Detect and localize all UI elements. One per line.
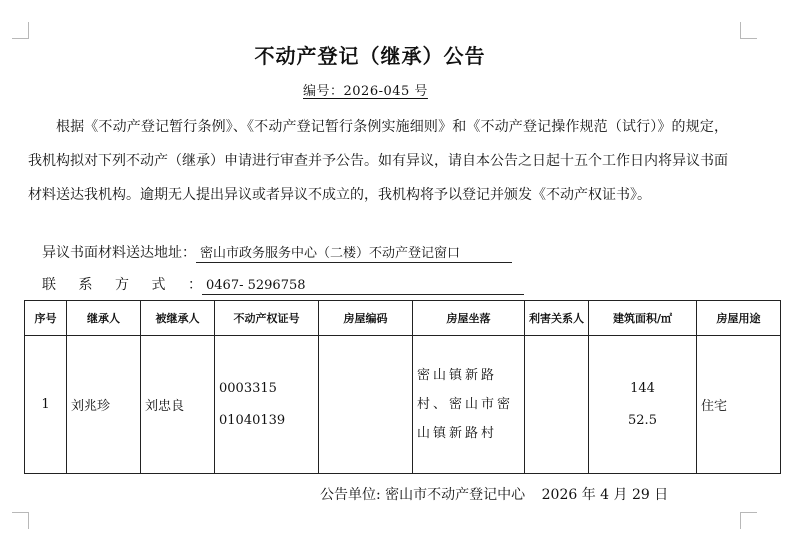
table-header-row	[25, 301, 781, 336]
cell-usage: 住宅	[697, 336, 781, 474]
address-field	[42, 242, 512, 263]
address-value: 密山市政务服务中心（二楼）不动产登记窗口	[196, 242, 512, 263]
notice-body-paragraph: 根据《不动产登记暂行条例》、《不动产登记暂行条例实施细则》和《不动产登记操作规范（试行）》的规定，我机构拟对下列不动产（继承）申请进行审查并予公告。如有异议，请自本公告之日起十五个工作日内将异议书面材料送达我机构。逾期无人提出异议或者异议不成立的，我机构将予以登记并颁发《不动产权证书》。	[28, 119, 728, 203]
cell-deceased: 刘忠良	[141, 336, 215, 474]
footer-org-label: 公告单位:	[320, 487, 381, 503]
area-value: 52.5	[628, 412, 657, 428]
crop-mark-bottom-left	[12, 512, 29, 529]
header-house-code: 房屋编码	[319, 301, 413, 336]
area-value: 144	[630, 380, 655, 396]
phone-value: 0467- 5296758	[202, 278, 524, 295]
notice-title: 不动产登记（继承）公告	[254, 44, 486, 68]
crop-mark-top-right	[740, 22, 757, 39]
header-usage: 房屋用途	[697, 301, 781, 336]
address-label: 异议书面材料送达地址：	[42, 245, 196, 261]
crop-mark-bottom-right	[740, 512, 757, 529]
header-location: 房屋坐落	[413, 301, 525, 336]
notice-body	[28, 110, 728, 212]
cell-seq: 1	[25, 336, 67, 474]
header-seq: 序号	[25, 301, 67, 336]
cell-house-code	[319, 336, 413, 474]
cell-area	[589, 336, 697, 474]
cell-interested-party	[525, 336, 589, 474]
phone-label: 联系方式：	[42, 277, 202, 293]
header-cert-number: 不动产权证号	[215, 301, 319, 336]
notice-table	[24, 300, 781, 474]
cert-number: 01040139	[219, 412, 286, 428]
phone-field	[42, 274, 524, 295]
crop-mark-top-left	[12, 22, 29, 39]
footer-org-value: 密山市不动产登记中心	[385, 487, 526, 503]
notice-number: 编号：2026-045 号	[303, 84, 428, 99]
header-area: 建筑面积/㎡	[589, 301, 697, 336]
notice-footer	[320, 484, 668, 504]
cert-number: 0003315	[219, 380, 277, 396]
cell-location: 密山镇新路村、密山市密山镇新路村	[413, 336, 525, 474]
header-deceased: 被继承人	[141, 301, 215, 336]
table-row	[25, 336, 781, 474]
cell-cert-numbers	[215, 336, 319, 474]
header-heir: 继承人	[67, 301, 141, 336]
cell-heir: 刘兆珍	[67, 336, 141, 474]
footer-date: 2026 年 4 月 29 日	[541, 487, 669, 503]
header-interested-party: 利害关系人	[525, 301, 589, 336]
